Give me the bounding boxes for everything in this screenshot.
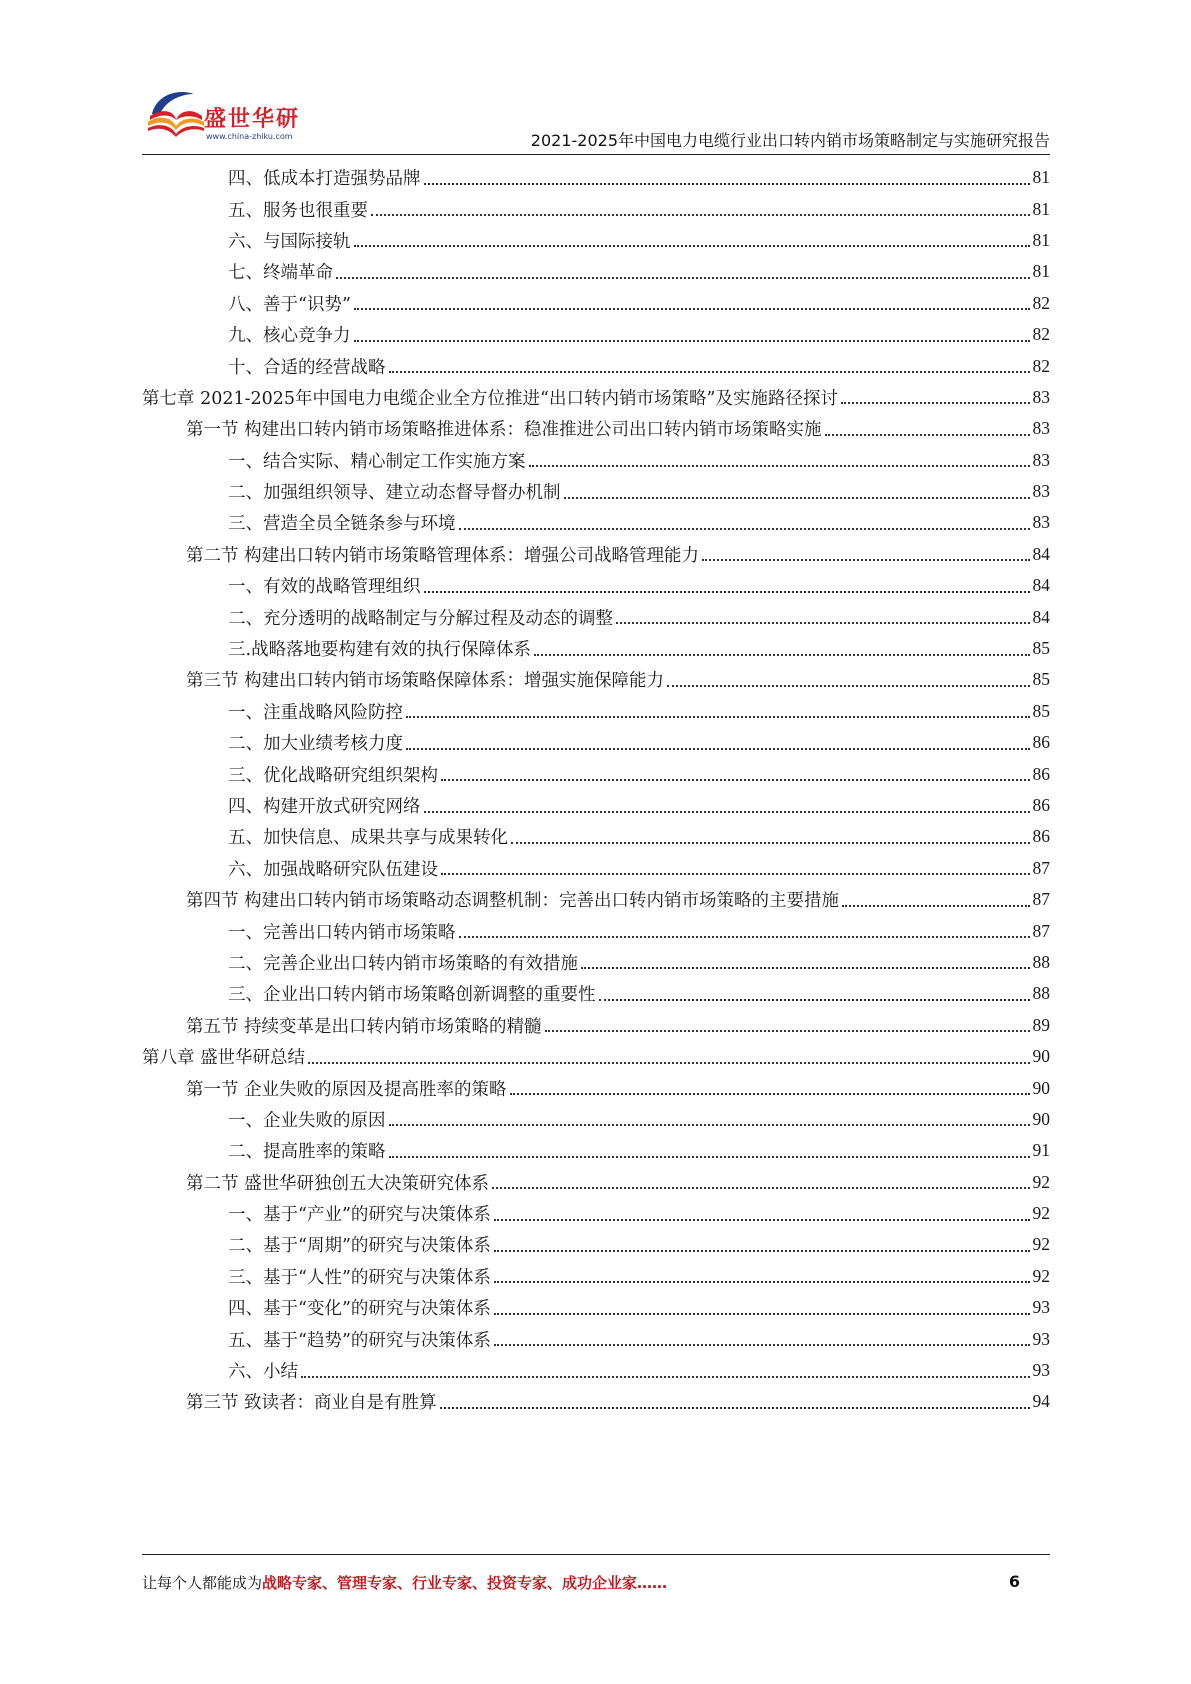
toc-entry-title: 二、充分透明的战略制定与分解过程及动态的调整: [228, 608, 613, 629]
toc-entry-page: 81: [1032, 261, 1050, 282]
toc-entry-title: 二、基于“周期”的研究与决策体系: [228, 1236, 491, 1257]
toc-entry-title: 四、基于“变化”的研究与决策体系: [228, 1299, 491, 1320]
toc-entry-title: 六、加强战略研究队伍建设: [228, 859, 438, 880]
toc-entry-page: 83: [1032, 512, 1050, 533]
toc-dot-leader: [534, 654, 1029, 656]
toc-entry-title: 一、基于“产业”的研究与决策体系: [228, 1205, 491, 1226]
toc-entry[interactable]: [142, 1229, 1050, 1260]
toc-dot-leader: [842, 905, 1029, 907]
toc-entry[interactable]: [142, 1323, 1050, 1354]
toc-entry-page: 93: [1032, 1328, 1050, 1349]
toc-entry-title: 第三节 构建出口转内销市场策略保障体系：增强实施保障能力: [186, 671, 665, 692]
toc-entry-page: 92: [1032, 1265, 1050, 1286]
toc-dot-leader: [301, 1376, 1030, 1378]
toc-entry-page: 86: [1032, 732, 1050, 753]
header-divider: [142, 154, 1050, 155]
toc-entry-page: 90: [1032, 1077, 1050, 1098]
toc-entry[interactable]: [142, 1386, 1050, 1417]
toc-dot-leader: [354, 340, 1030, 342]
toc-entry-title: 四、低成本打造强势品牌: [228, 169, 421, 190]
toc-dot-leader: [510, 1093, 1030, 1095]
toc-entry[interactable]: [142, 727, 1050, 758]
toc-entry[interactable]: [142, 1072, 1050, 1103]
toc-entry-title: 第二节 构建出口转内销市场策略管理体系：增强公司战略管理能力: [186, 545, 700, 566]
toc-entry-title: 一、企业失败的原因: [228, 1110, 386, 1131]
toc-entry-page: 86: [1032, 826, 1050, 847]
toc-entry-title: 一、完善出口转内销市场策略: [228, 922, 456, 943]
toc-entry-page: 91: [1032, 1140, 1050, 1161]
toc-entry-page: 93: [1032, 1360, 1050, 1381]
toc-entry-page: 89: [1032, 1014, 1050, 1035]
toc-entry-title: 八、善于“识势”: [228, 294, 351, 315]
toc-entry-page: 88: [1032, 951, 1050, 972]
toc-entry-title: 二、提高胜率的策略: [228, 1142, 386, 1163]
toc-entry[interactable]: [142, 1292, 1050, 1323]
toc-entry[interactable]: [142, 350, 1050, 381]
toc-entry-page: 93: [1032, 1297, 1050, 1318]
toc-entry[interactable]: [142, 947, 1050, 978]
toc-entry-title: 第七章 2021-2025年中国电力电缆企业全方位推进“出口转内销市场策略”及实施路径探讨: [142, 388, 838, 409]
toc-dot-leader: [424, 591, 1030, 593]
toc-dot-leader: [354, 245, 1030, 247]
toc-entry[interactable]: [142, 288, 1050, 319]
toc-entry-page: 85: [1032, 669, 1050, 690]
toc-entry-page: 83: [1032, 449, 1050, 470]
toc-entry-title: 六、小结: [228, 1362, 298, 1383]
toc-entry-title: 第一节 企业失败的原因及提高胜率的策略: [186, 1079, 507, 1100]
toc-dot-leader: [581, 967, 1030, 969]
toc-entry-page: 90: [1032, 1046, 1050, 1067]
toc-entry-title: 第一节 构建出口转内销市场策略推进体系：稳准推进公司出口转内销市场策略实施: [186, 420, 822, 441]
toc-dot-leader: [389, 1124, 1030, 1126]
toc-entry[interactable]: [142, 382, 1050, 413]
toc-entry[interactable]: [142, 1167, 1050, 1198]
toc-entry[interactable]: [142, 507, 1050, 538]
toc-entry-title: 四、构建开放式研究网络: [228, 797, 421, 817]
toc-entry[interactable]: [142, 915, 1050, 946]
toc-entry[interactable]: [142, 319, 1050, 350]
toc-entry-page: 84: [1032, 543, 1050, 564]
toc-entry[interactable]: [142, 1198, 1050, 1229]
page-footer: [142, 1572, 1050, 1596]
logo-name: 盛世华研: [204, 107, 301, 132]
toc-dot-leader: [389, 1156, 1030, 1158]
toc-dot-leader: [494, 1281, 1030, 1283]
logo: [142, 84, 312, 152]
toc-dot-leader: [702, 559, 1029, 561]
toc-entry-title: 三、优化战略研究组织架构: [228, 765, 438, 786]
toc-entry-page: 81: [1032, 229, 1050, 250]
page-header: [142, 84, 1050, 154]
toc-entry-page: 87: [1032, 920, 1050, 941]
toc-dot-leader: [545, 1030, 1030, 1032]
toc-dot-leader: [424, 183, 1030, 185]
page-number: 6: [1008, 1572, 1020, 1591]
toc-dot-leader: [564, 497, 1030, 499]
toc-entry[interactable]: [142, 476, 1050, 507]
toc-entry-title: 六、与国际接轨: [228, 231, 351, 252]
toc-entry-title: 九、核心竞争力: [228, 326, 351, 347]
toc-dot-leader: [492, 1187, 1029, 1189]
toc-entry[interactable]: [142, 978, 1050, 1009]
toc-entry-title: 二、完善企业出口转内销市场策略的有效措施: [228, 953, 578, 974]
toc-entry-page: 81: [1032, 167, 1050, 188]
toc-dot-leader: [825, 434, 1030, 436]
toc-dot-leader: [440, 1407, 1030, 1409]
toc-dot-leader: [424, 811, 1030, 813]
toc-dot-leader: [616, 622, 1030, 624]
toc-dot-leader: [494, 1250, 1030, 1252]
toc-dot-leader: [371, 214, 1030, 216]
toc-entry[interactable]: [142, 790, 1050, 821]
toc-dot-leader: [667, 685, 1029, 687]
toc-dot-leader: [529, 465, 1030, 467]
toc-entry[interactable]: [142, 1261, 1050, 1292]
toc-entry-title: 五、基于“趋势”的研究与决策体系: [228, 1330, 491, 1351]
toc-entry-title: 一、有效的战略管理组织: [228, 577, 421, 598]
toc-entry-page: 82: [1032, 292, 1050, 313]
toc-entry-page: 82: [1032, 324, 1050, 345]
toc-dot-leader: [441, 873, 1030, 875]
toc-dot-leader: [494, 1313, 1030, 1315]
toc-entry[interactable]: [142, 1010, 1050, 1041]
toc-entry[interactable]: [142, 1135, 1050, 1166]
toc-entry-page: 85: [1032, 638, 1050, 659]
toc-entry-page: 84: [1032, 606, 1050, 627]
toc-entry-title: 五、服务也很重要: [228, 200, 368, 221]
toc-entry-page: 92: [1032, 1234, 1050, 1255]
toc-entry-title: 一、注重战略风险防控: [228, 702, 403, 723]
toc-entry-title: 第二节 盛世华研独创五大决策研究体系: [186, 1173, 490, 1194]
footer-divider: [142, 1554, 1050, 1555]
toc-entry-page: 81: [1032, 198, 1050, 219]
toc-dot-leader: [459, 528, 1030, 530]
toc-entry-page: 83: [1032, 386, 1050, 407]
toc-entry-page: 87: [1032, 857, 1050, 878]
toc-entry[interactable]: [142, 664, 1050, 695]
toc-dot-leader: [599, 999, 1030, 1001]
toc-entry-page: 83: [1032, 418, 1050, 439]
toc-entry[interactable]: [142, 884, 1050, 915]
toc-entry[interactable]: [142, 853, 1050, 884]
toc-entry-page: 87: [1032, 889, 1050, 910]
toc-dot-leader: [354, 308, 1030, 310]
footer-slogan-highlight: 战略专家、管理专家、行业专家、投资专家、成功企业家……: [262, 1574, 668, 1592]
toc-entry[interactable]: [142, 256, 1050, 287]
toc-entry-title: 三、营造全员全链条参与环境: [228, 514, 456, 535]
toc-dot-leader: [511, 842, 1030, 844]
toc-entry[interactable]: [142, 445, 1050, 476]
toc-entry-title: 三.战略落地要构建有效的执行保障体系: [228, 640, 532, 661]
toc-entry-page: 84: [1032, 575, 1050, 596]
toc-entry-page: 85: [1032, 700, 1050, 721]
toc-entry[interactable]: [142, 225, 1050, 256]
toc-entry-page: 92: [1032, 1203, 1050, 1224]
toc-entry-page: 82: [1032, 355, 1050, 376]
toc-entry-title: 第五节 持续变革是出口转内销市场策略的精髓: [186, 1016, 542, 1037]
toc-dot-leader: [389, 371, 1030, 373]
toc-entry[interactable]: [142, 539, 1050, 570]
toc-entry-title: 第四节 构建出口转内销市场策略动态调整机制：完善出口转内销市场策略的主要措施: [186, 891, 840, 912]
toc-dot-leader: [841, 402, 1030, 404]
toc-entry-title: 二、加大业绩考核力度: [228, 734, 403, 755]
toc-entry-title: 第三节 致读者：商业自是有胜算: [186, 1393, 437, 1414]
toc-dot-leader: [336, 277, 1030, 279]
toc-entry[interactable]: [142, 413, 1050, 444]
toc-dot-leader: [308, 1062, 1029, 1064]
toc-entry[interactable]: [142, 601, 1050, 632]
toc-entry-page: 90: [1032, 1108, 1050, 1129]
toc-entry-page: 83: [1032, 481, 1050, 502]
report-title: 2021-2025年中国电力电缆行业出口转内销市场策略制定与实施研究报告: [530, 131, 1050, 150]
toc-entry-title: 二、加强组织领导、建立动态督导督办机制: [228, 483, 561, 504]
toc-dot-leader: [494, 1219, 1030, 1221]
toc-entry-title: 十、合适的经营战略: [228, 357, 386, 378]
toc-entry[interactable]: [142, 758, 1050, 789]
toc-entry-title: 第八章 盛世华研总结: [142, 1048, 306, 1069]
footer-slogan-prefix: 让每个人都能成为: [142, 1574, 263, 1592]
toc-entry[interactable]: [142, 193, 1050, 224]
toc-entry[interactable]: [142, 162, 1050, 193]
toc-dot-leader: [459, 936, 1030, 938]
toc-entry-page: 86: [1032, 795, 1050, 815]
toc-dot-leader: [406, 748, 1030, 750]
logo-book-icon: [142, 84, 206, 144]
toc-entry[interactable]: [142, 821, 1050, 852]
toc-entry[interactable]: [142, 633, 1050, 664]
toc-entry-page: 92: [1032, 1171, 1050, 1192]
table-of-contents: [142, 162, 1050, 1418]
toc-entry-title: 三、企业出口转内销市场策略创新调整的重要性: [228, 985, 596, 1006]
toc-entry-page: 86: [1032, 763, 1050, 784]
toc-entry[interactable]: [142, 1104, 1050, 1135]
toc-entry-title: 七、终端革命: [228, 263, 333, 284]
toc-entry-title: 一、结合实际、精心制定工作实施方案: [228, 451, 526, 472]
toc-entry[interactable]: [142, 696, 1050, 727]
toc-entry-page: 94: [1032, 1391, 1050, 1412]
toc-entry[interactable]: [142, 1355, 1050, 1386]
toc-entry[interactable]: [142, 570, 1050, 601]
toc-entry-title: 三、基于“人性”的研究与决策体系: [228, 1267, 491, 1288]
toc-entry-page: 88: [1032, 983, 1050, 1004]
toc-entry-title: 五、加快信息、成果共享与成果转化: [228, 828, 508, 849]
logo-url: www.china-zhiku.com: [206, 132, 293, 141]
toc-dot-leader: [406, 716, 1030, 718]
toc-dot-leader: [441, 779, 1030, 781]
toc-entry[interactable]: [142, 1041, 1050, 1072]
toc-dot-leader: [494, 1344, 1030, 1346]
